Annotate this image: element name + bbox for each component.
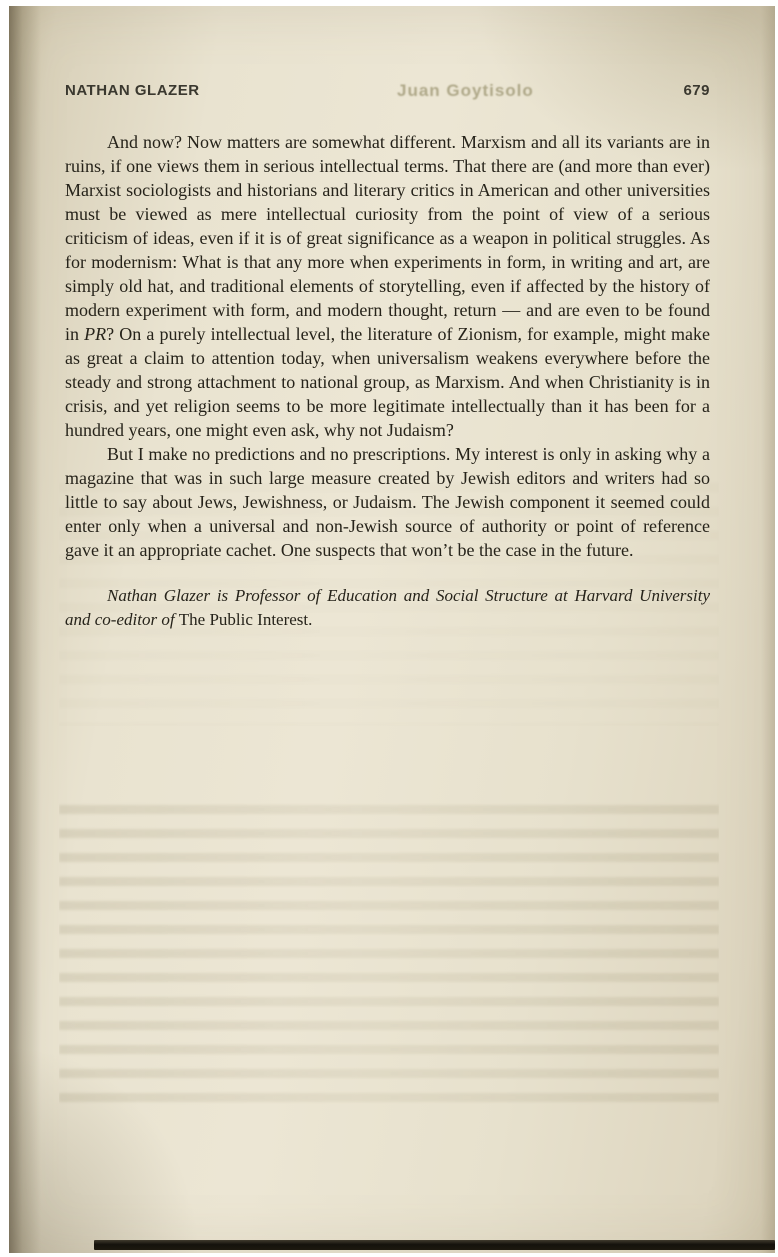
next-page-edge — [94, 1240, 775, 1250]
binding-shadow — [9, 6, 41, 1253]
page-paper — [9, 6, 775, 1253]
running-head — [65, 82, 710, 99]
article-body — [65, 130, 710, 562]
paragraph-1-text-before: And now? Now matters are somewhat different. Marxism and all its variants are in ruins, if one views them in serious intellectual terms. That there are (and more than ever) Marxist sociologists and historians and literary critics in American and other universities must be viewed as mere intellectual curiosity from the point of view of a serious criticism of ideas, even if it is of great significance as a weapon in political struggles. As for modernism: What is that any more when experiments in form, in writing and art, are simply old hat, and traditional elements of storytelling, even if affected by the history of modern experiment with form, and modern thought, return — and are even to be found in — [65, 132, 710, 344]
journal-abbreviation-italic: PR — [84, 324, 107, 344]
author-bio-italic: Nathan Glazer is Professor of Education and Social Structure at Harvard University and co-editor of — [65, 586, 710, 629]
bleed-through-text-lower — [59, 798, 719, 1116]
author-bio — [65, 584, 710, 632]
paragraph-1 — [65, 130, 710, 442]
running-head-author: NATHAN GLAZER — [65, 82, 200, 99]
bleed-through-title: Juan Goytisolo — [397, 81, 534, 100]
paragraph-2: But I make no predictions and no prescriptions. My interest is only in asking why a magazine that was in such large measure created by Jewish editors and writers had so little to say about Jews, Jewishness, or Judaism. The Jewish component it seemed could enter only when a universal and non-Jewish source of authority or point of reference gave it an appropriate cachet. One suspects that won’t be the case in the future. — [65, 444, 710, 560]
content-column — [65, 6, 710, 649]
page-number: 679 — [683, 82, 710, 99]
page-edge-shade — [761, 6, 775, 1253]
paragraph-1-text-after: ? On a purely intellectual level, the literature of Zionism, for example, might make as great a claim to attention today, when universalism weakens everywhere before the steady and strong attachment to national group, as Marxism. And when Christianity is in crisis, and yet religion seems to be more legitimate intellectually than it has been for a hundred years, one might even ask, why not Judaism? — [65, 324, 710, 440]
journal-title: The Public Interest. — [178, 610, 313, 629]
